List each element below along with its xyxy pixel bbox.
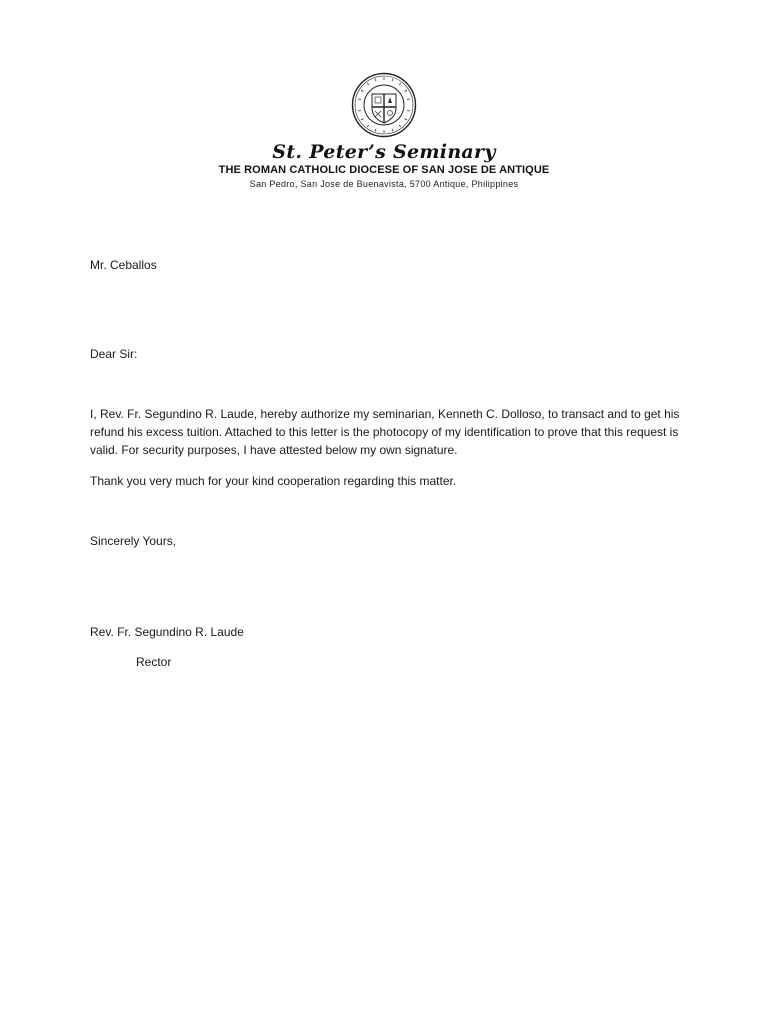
salutation: Dear Sir:	[90, 347, 138, 361]
seminary-seal-logo	[351, 72, 417, 138]
thanks-paragraph: Thank you very much for your kind cooperation regarding this matter.	[90, 474, 457, 488]
letterhead	[0, 72, 768, 189]
letter-body: I, Rev. Fr. Segundino R. Laude, hereby authorize my seminarian, Kenneth C. Dolloso, to transact and to get his refund his excess tuition. Attached to this letter is the photocopy of my identification to prove that this request is valid. For security purposes, I have attested below my own signature.	[90, 407, 680, 457]
seminary-address: San Pedro, San Jose de Buenavista, 5700 Antique, Philippines	[249, 179, 519, 189]
seminary-name: St. Peter’s Seminary	[272, 141, 496, 163]
recipient: Mr. Ceballos	[90, 258, 157, 272]
diocese-name: THE ROMAN CATHOLIC DIOCESE OF SAN JOSE DE ANTIQUE	[218, 164, 550, 176]
complimentary-close: Sincerely Yours,	[90, 534, 177, 548]
signatory-name: Rev. Fr. Segundino R. Laude	[90, 625, 244, 639]
signatory-title: Rector	[136, 655, 172, 669]
